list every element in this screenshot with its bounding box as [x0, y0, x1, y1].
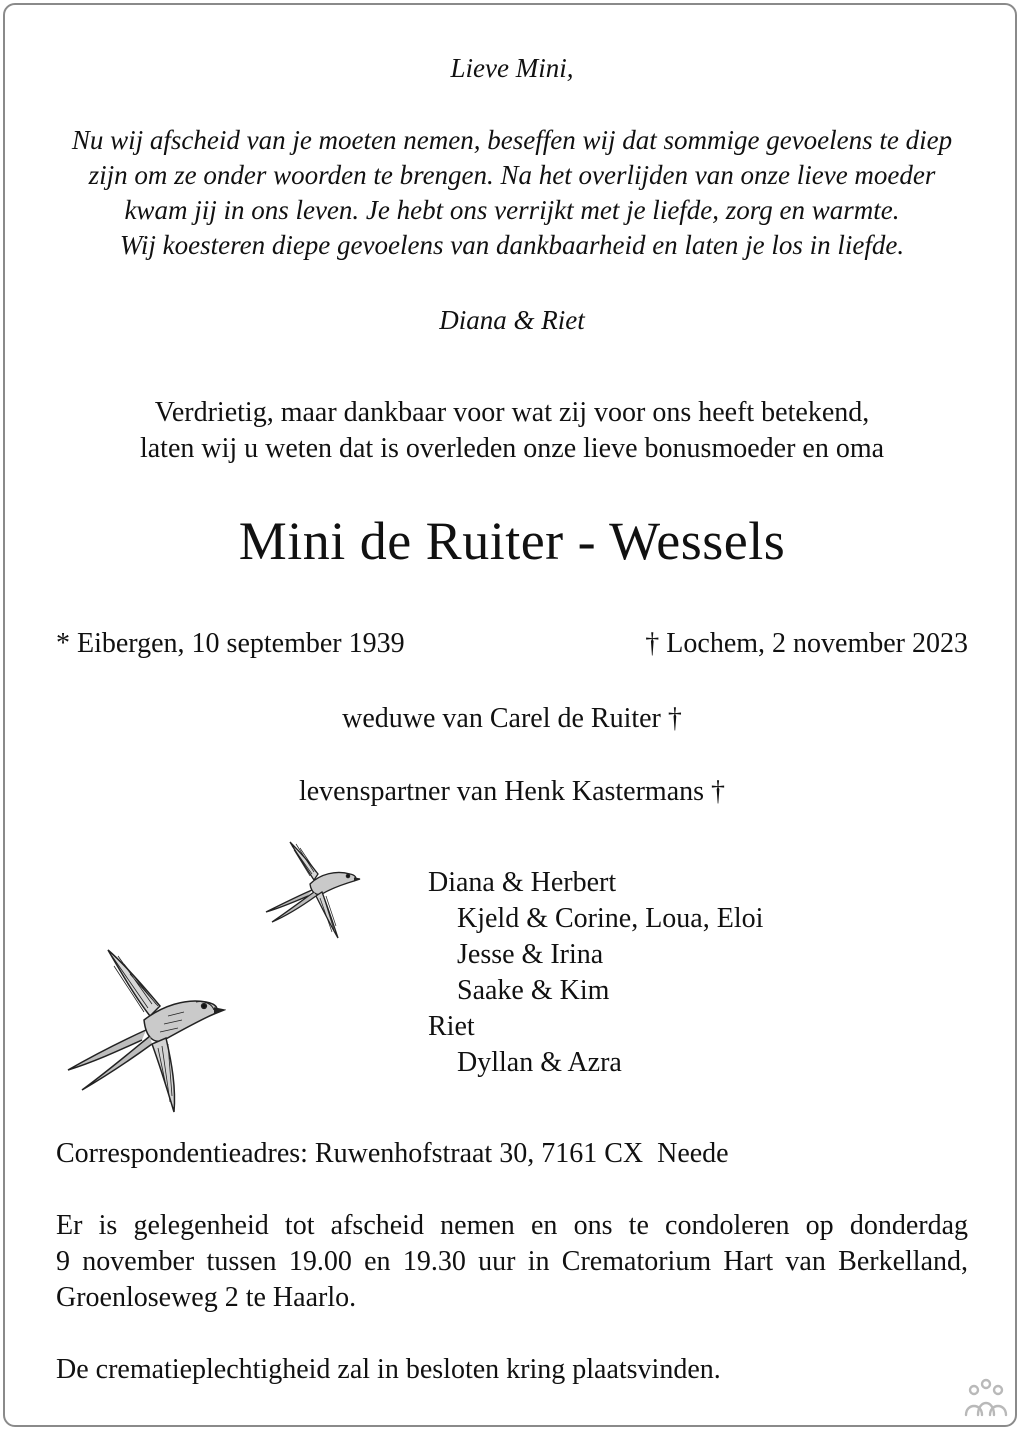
family-member: Diana & Herbert: [428, 867, 617, 898]
announcement-line: Verdrietig, maar dankbaar voor wat zij voor ons heeft betekend,: [154, 397, 870, 428]
letter-line: Nu wij afscheid van je moeten nemen, beseffen wij dat sommige gevoelens te diep: [71, 125, 953, 155]
condolence-line: Groenloseweg 2 te Haarlo.: [56, 1282, 357, 1313]
swallow-small-illustration: [262, 838, 362, 942]
letter-greeting: Lieve Mini,: [450, 53, 574, 83]
letter-line: Wij koesteren diepe gevoelens van dankbaarheid en laten je los in liefde.: [119, 230, 905, 260]
condolence-line: Er is gelegenheid tot afscheid nemen en ons te condoleren op donderdag: [56, 1210, 968, 1241]
letter-line: kwam jij in ons leven. Je hebt ons verrijkt met je liefde, zorg en warmte.: [124, 195, 900, 225]
correspondence-address: Correspondentieadres: Ruwenhofstraat 30, 7161 CX Neede: [56, 1138, 729, 1169]
family-member: Saake & Kim: [457, 975, 610, 1006]
family-member: Jesse & Irina: [457, 939, 604, 970]
swallow-large-illustration: [64, 946, 226, 1114]
family-list: [428, 865, 763, 1081]
cremation-note: De crematieplechtigheid zal in besloten kring plaatsvinden.: [56, 1354, 721, 1385]
letter-line: zijn om ze onder woorden te brengen. Na het overlijden van onze lieve moeder: [88, 160, 936, 190]
widow-of: weduwe van Carel de Ruiter †: [342, 703, 682, 734]
condolence-line: 9 november tussen 19.00 en 19.30 uur in Crematorium Hart van Berkelland,: [56, 1246, 968, 1277]
partner-of: levenspartner van Henk Kastermans †: [298, 776, 726, 807]
birth-date: * Eibergen, 10 september 1939: [56, 628, 405, 659]
letter-signature: Diana & Riet: [439, 305, 585, 335]
deceased-name: Mini de Ruiter - Wessels: [238, 511, 786, 571]
announcement-line: laten wij u weten dat is overleden onze lieve bonusmoeder en oma: [139, 433, 885, 464]
family-member: Dyllan & Azra: [457, 1047, 622, 1078]
death-date: † Lochem, 2 november 2023: [645, 628, 968, 659]
family-member: Riet: [428, 1011, 475, 1042]
people-group-icon: [962, 1377, 1010, 1417]
condolence-info: [56, 1208, 968, 1316]
dates-row: [56, 628, 968, 668]
family-member: Kjeld & Corine, Loua, Eloi: [457, 903, 764, 934]
